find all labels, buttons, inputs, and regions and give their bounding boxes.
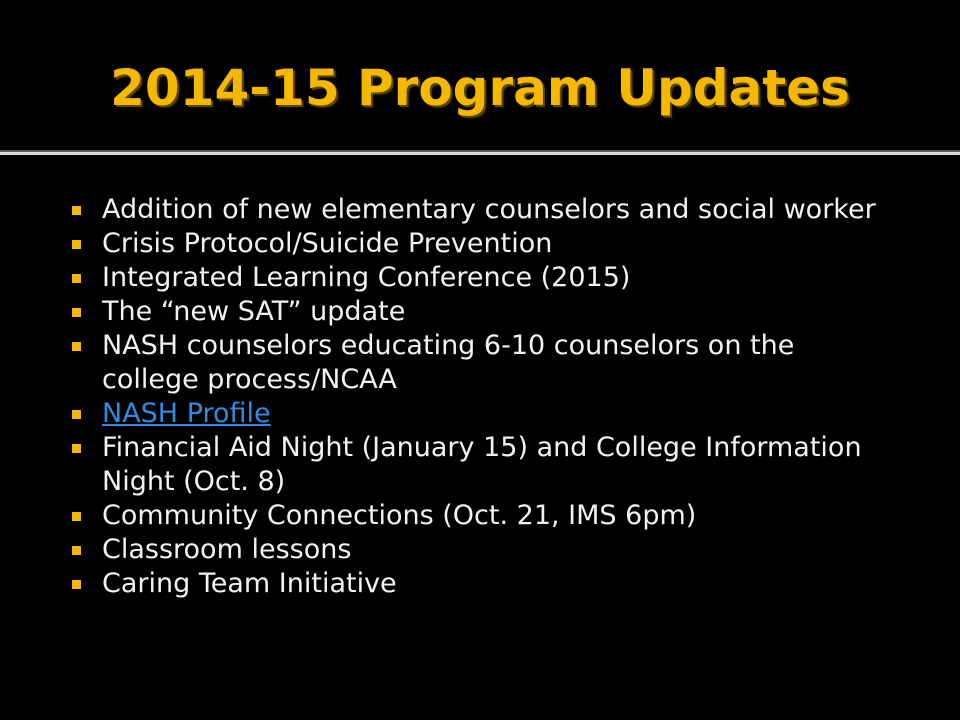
square-bullet-icon [72, 240, 81, 249]
bullet-text: Integrated Learning Conference (2015) [102, 262, 631, 293]
bullet-text: NASH counselors educating 6-10 counselors on the college process/NCAA [102, 330, 795, 395]
bullet-text: Classroom lessons [102, 534, 352, 565]
bullet-item [72, 533, 892, 567]
slide-title: 2014-15 Program Updates [110, 59, 850, 117]
bullet-item [72, 499, 892, 533]
title-divider [0, 152, 960, 155]
square-bullet-icon [72, 308, 81, 317]
square-bullet-icon [72, 546, 81, 555]
bullet-item [72, 227, 892, 261]
square-bullet-icon [72, 580, 81, 589]
bullet-text: Community Connections (Oct. 21, IMS 6pm) [102, 500, 697, 531]
title-bar [0, 0, 960, 150]
square-bullet-icon [72, 206, 81, 215]
bullet-item [72, 567, 892, 601]
bullet-item [72, 295, 892, 329]
nash-profile-link[interactable]: NASH Profile [102, 398, 271, 429]
bullet-text: The “new SAT” update [102, 296, 406, 327]
bullet-item [72, 261, 892, 295]
bullet-item [72, 329, 892, 397]
bullet-item [72, 431, 892, 499]
square-bullet-icon [72, 410, 81, 419]
bullet-text: Crisis Protocol/Suicide Prevention [102, 228, 553, 259]
bullet-text: Financial Aid Night (January 15) and College Information Night (Oct. 8) [102, 432, 862, 497]
bullet-text: Addition of new elementary counselors and social worker [102, 194, 876, 225]
bullet-text: Caring Team Initiative [102, 568, 397, 599]
bullet-item [72, 193, 892, 227]
square-bullet-icon [72, 342, 81, 351]
bullet-item [72, 397, 892, 431]
square-bullet-icon [72, 274, 81, 283]
square-bullet-icon [72, 444, 81, 453]
square-bullet-icon [72, 512, 81, 521]
bullet-list [72, 193, 892, 601]
